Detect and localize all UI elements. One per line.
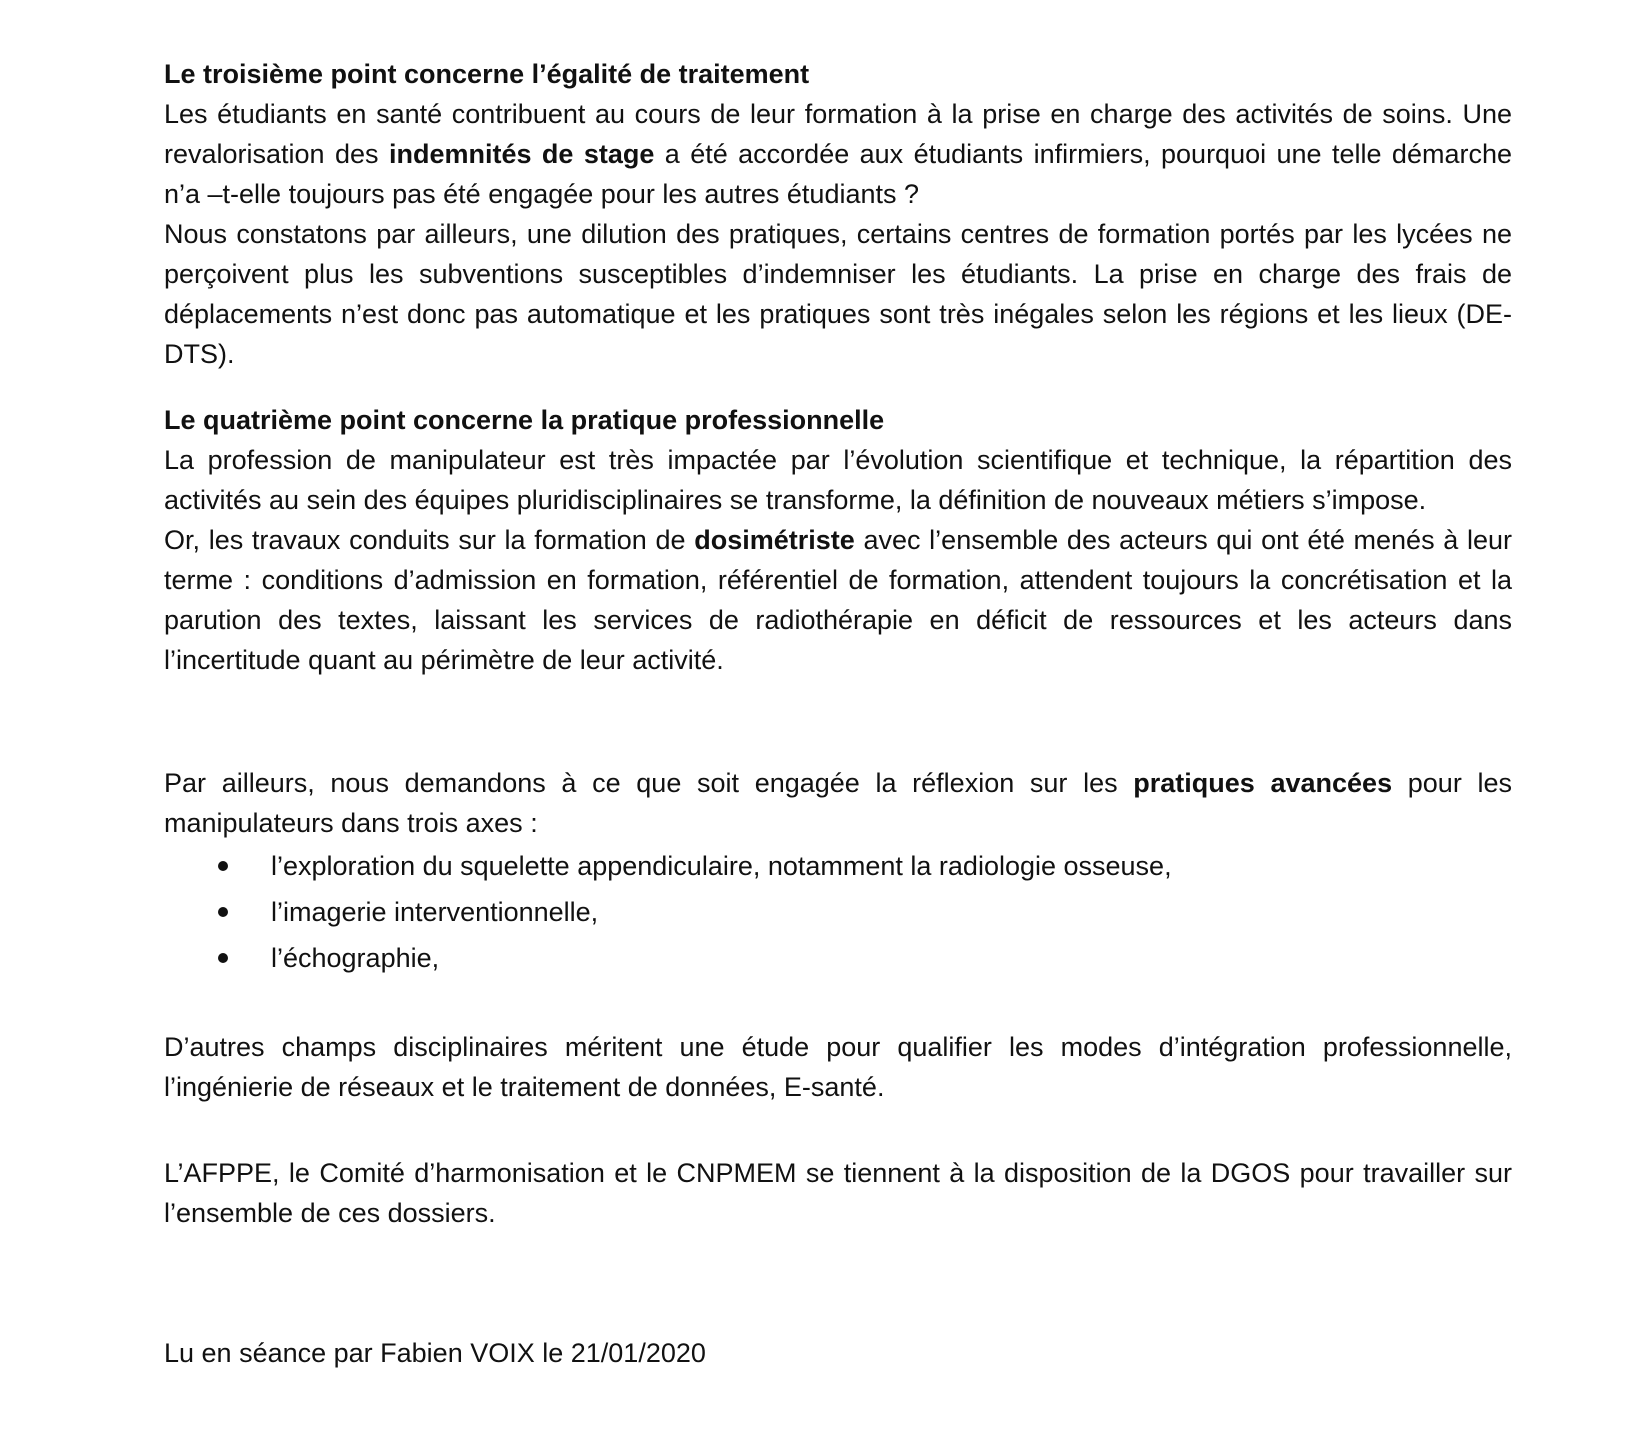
advanced-text-b: pour les manipulateurs dans trois axes : xyxy=(164,768,1512,838)
section3-p1-text-a: Les étudiants en santé contribuent au cours de leur formation à la prise en charge des activités de soins. Une revalorisation des xyxy=(164,99,1512,169)
bullet-icon xyxy=(218,861,228,871)
spacer xyxy=(164,1107,1512,1153)
section3-p1-bold: indemnités de stage xyxy=(388,139,655,169)
section3-paragraph-1 xyxy=(164,94,1512,214)
bullet-icon xyxy=(218,953,228,963)
bullet-icon xyxy=(218,907,228,917)
section3-p1-text-b: a été accordée aux étudiants infirmiers, pourquoi une telle démarche n’a –t-elle toujours pas été engagée pour les autres étudiants ? xyxy=(164,139,1512,209)
list-item-text: l’imagerie interventionnelle, xyxy=(271,897,599,927)
list-item-text: l’exploration du squelette appendiculaire, notamment la radiologie osseuse, xyxy=(271,851,1172,881)
spacer xyxy=(164,374,1512,400)
document-page xyxy=(164,54,1512,1373)
spacer xyxy=(164,680,1512,763)
section4-paragraph-1: La profession de manipulateur est très impactée par l’évolution scientifique et technique, la répartition des activités au sein des équipes pluridisciplinaires se transforme, la définition de nouveaux métiers s’impose. xyxy=(164,445,1512,515)
list-item xyxy=(164,843,1512,889)
section3-paragraph-2: Nous constatons par ailleurs, une dilution des pratiques, certains centres de formation portés par les lycées ne perçoivent plus les subventions susceptibles d’indemniser les étudiants. La prise en charge des frais de déplacements n’est donc pas automatique et les pratiques sont très inégales selon les régions et les lieux (DE-DTS). xyxy=(164,219,1512,369)
spacer xyxy=(164,1233,1512,1333)
advanced-bold: pratiques avancées xyxy=(1133,768,1393,798)
afppe-paragraph: L’AFPPE, le Comité d’harmonisation et le CNPMEM se tiennent à la disposition de la DGOS pour travailler sur l’ensemble de ces dossiers. xyxy=(164,1158,1512,1228)
section3-heading: Le troisième point concerne l’égalité de traitement xyxy=(164,59,810,89)
section4-p2-text-b: avec l’ensemble des acteurs qui ont été menés à leur terme : conditions d’admission en formation, référentiel de formation, attendent toujours la concrétisation et la parution des textes, laissant les services de radiothérapie en déficit de ressources et les acteurs dans l’incertitude quant au périmètre de leur activité. xyxy=(164,525,1512,675)
section4-heading: Le quatrième point concerne la pratique professionnelle xyxy=(164,405,885,435)
list-item xyxy=(164,935,1512,981)
section4-paragraph-2 xyxy=(164,520,1512,680)
list-item xyxy=(164,889,1512,935)
section4-p2-bold: dosimétriste xyxy=(694,525,855,555)
spacer xyxy=(164,981,1512,1027)
advanced-practice-paragraph xyxy=(164,763,1512,843)
list-item-text: l’échographie, xyxy=(271,943,440,973)
advanced-text-a: Par ailleurs, nous demandons à ce que soit engagée la réflexion sur les xyxy=(164,768,1134,798)
axes-list xyxy=(164,843,1512,981)
section4-p2-text-a: Or, les travaux conduits sur la formation de xyxy=(164,525,695,555)
other-fields-paragraph: D’autres champs disciplinaires méritent une étude pour qualifier les modes d’intégration professionnelle, l’ingénierie de réseaux et le traitement de données, E-santé. xyxy=(164,1032,1512,1102)
signature-line: Lu en séance par Fabien VOIX le 21/01/2020 xyxy=(164,1338,706,1368)
